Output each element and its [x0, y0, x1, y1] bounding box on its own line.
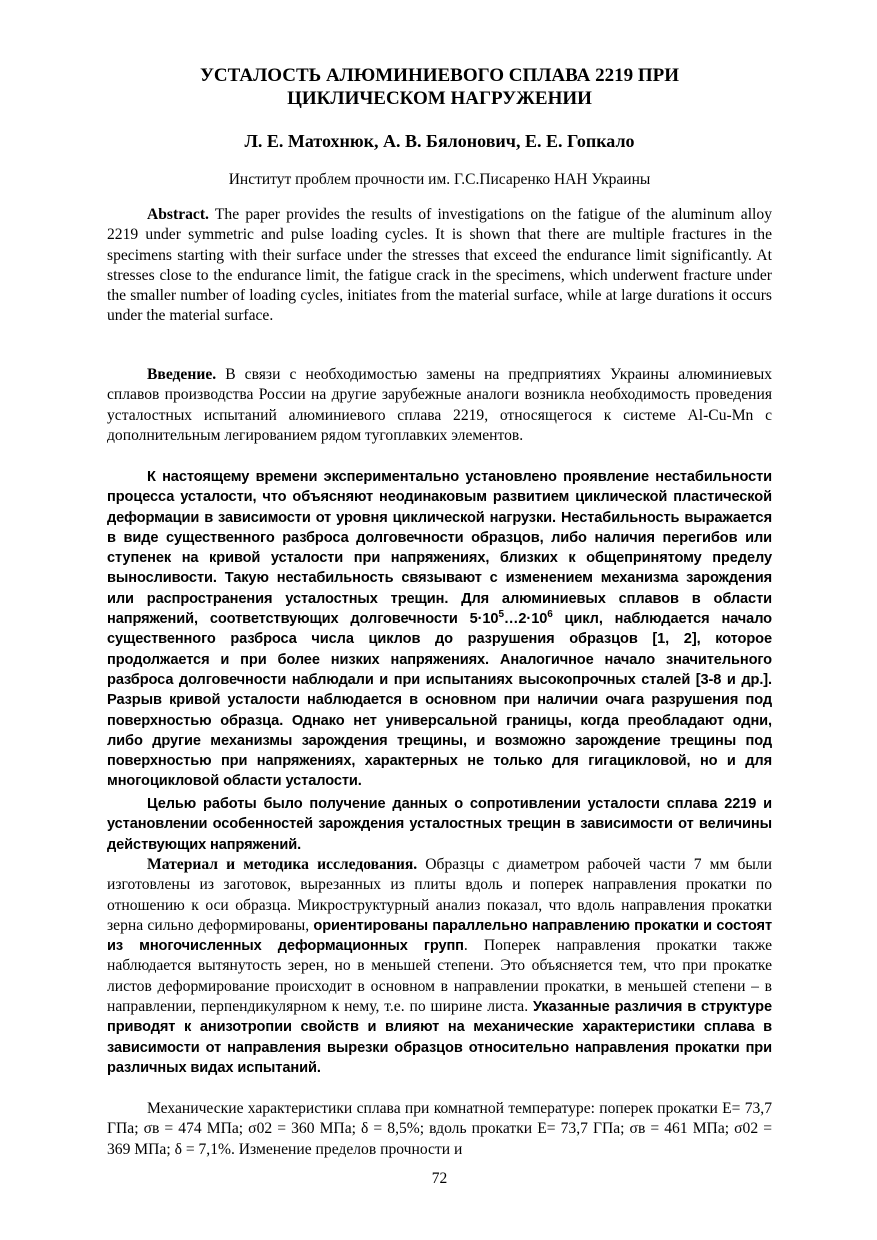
- exponent-2: 6: [547, 609, 553, 621]
- title-line-1: УСТАЛОСТЬ АЛЮМИНИЕВОГО СПЛАВА 2219 ПРИ: [199, 65, 680, 86]
- exponent-1: 5: [498, 609, 504, 621]
- aim-label: Целью работы: [147, 796, 257, 812]
- methods-text-2: . Поперек направления прокатки также наблюдается вытянутость зерен, но в меньшей степени. Это объясняется тем, что при прокатке листов деформирование происходит в основном в направлении прокатки, в меньшей степени – в направлении, перпендикулярном к нему, т.е. по ширине листа.: [107, 937, 772, 1016]
- aim-text: было получение данных о сопротивлении усталости сплава 2219 и установлении особенностей зарождения усталостных трещин в зависимости от величины действующих напряжений.: [107, 796, 772, 853]
- intro-paragraph: [107, 365, 772, 446]
- page-number: 72: [431, 1170, 448, 1187]
- authors: Л. Е. Матохнюк, А. В. Бялонович, Е. Е. Гопкало: [244, 131, 635, 151]
- methods-text-1: Образцы с диаметром рабочей части 7 мм были изготовлены из заготовок, вырезанных из плиты вдоль и поперек направления прокатки по отношению к оси образца. Микроструктурный анализ показал, что вдоль направления прокатки зерна сильно деформированы,: [107, 856, 772, 934]
- intro-label: Введение.: [147, 366, 217, 383]
- background-paragraph: [107, 467, 772, 792]
- paper-title: [107, 64, 772, 110]
- affiliation: Институт проблем прочности им. Г.С.Писаренко НАН Украины: [228, 171, 651, 188]
- methods-bold-2: Указанные различия в структуре приводят к анизотропии свойств и влияют на механические характеристики сплава в зависимости от направления вырезки образцов относительно направления прокатки при различных видах испытаний.: [107, 999, 772, 1076]
- background-text-2: …2·10: [503, 611, 548, 628]
- methods-bold-1: ориентированы параллельно направлению прокатки и состоят из многочисленных деформационных групп: [107, 917, 772, 955]
- abstract-paragraph: [107, 205, 772, 327]
- intro-text: В связи с необходимостью замены на предприятиях Украины алюминиевых сплавов производства России на другие зарубежные аналоги возникла необходимость проведения усталостных испытаний алюминиевого сплава 2219, относящегося к системе Al-Cu-Mn с дополнительным легированием рядом тугоплавких элементов.: [107, 366, 772, 444]
- title-line-2: ЦИКЛИЧЕСКОМ НАГРУЖЕНИИ: [287, 88, 592, 109]
- methods-label: Материал и методика исследования.: [147, 856, 418, 873]
- background-text-1: К настоящему времени экспериментально установлено проявление нестабильности процесса усталости, что объясняют неодинаковым развитием циклической пластической деформации в зависимости от уровня циклической нагрузки. Нестабильность выражается в виде существенного разброса долговечности образцов, либо наличия перегибов или ступенек на кривой усталости при напряжениях, близких к общепринятому пределу выносливости. Такую нестабильность связывают с изменением механизма зарождения или распространения усталостных трещин. Для алюминиевых сплавов в области напряжений, соответствующих долговечности 5·10: [107, 469, 772, 628]
- abstract-label: Abstract.: [147, 206, 209, 223]
- aim-paragraph: [107, 794, 772, 855]
- abstract-text: The paper provides the results of investigations on the fatigue of the aluminum alloy 2219 under symmetric and pulse loading cycles. It is shown that there are multiple fractures in the specimens starting with their surface under the stresses that exceed the endurance limit significantly. At stresses close to the endurance limit, the fatigue crack in the specimens, which underwent fracture under the smaller number of loading cycles, initiates from the material surface, while at large durations it occurs under the material surface.: [107, 206, 772, 325]
- background-text-3: цикл, наблюдается начало существенного разброса числа циклов до разрушения образцов [1, 2], которое продолжается и при более низких напряжениях. Аналогичное начало значительного разброса долговечности наблюдали и при испытаниях высокопрочных сталей [3-8 и др.]. Разрыв кривой усталости наблюдается в основном при наличии очага разрушения под поверхностью образца. Однако нет универсальной границы, когда преобладают одни, либо другие механизмы зарождения трещины, и возможно зарождение трещины под поверхностью при напряжениях, характерных не только для гигациклoвой, но и для многоцикловой области усталости.: [107, 611, 772, 790]
- methods-paragraph: [107, 855, 772, 1078]
- properties-paragraph: Механические характеристики сплава при комнатной температуре: поперек прокатки E= 73,7 ГПа; σв = 474 МПа; σ02 = 360 МПа; δ = 8,5%; вдоль прокатки E= 73,7 ГПа; σв = 461 МПа; σ02 = 369 МПа; δ = 7,1%. Изменение пределов прочности и: [107, 1100, 772, 1158]
